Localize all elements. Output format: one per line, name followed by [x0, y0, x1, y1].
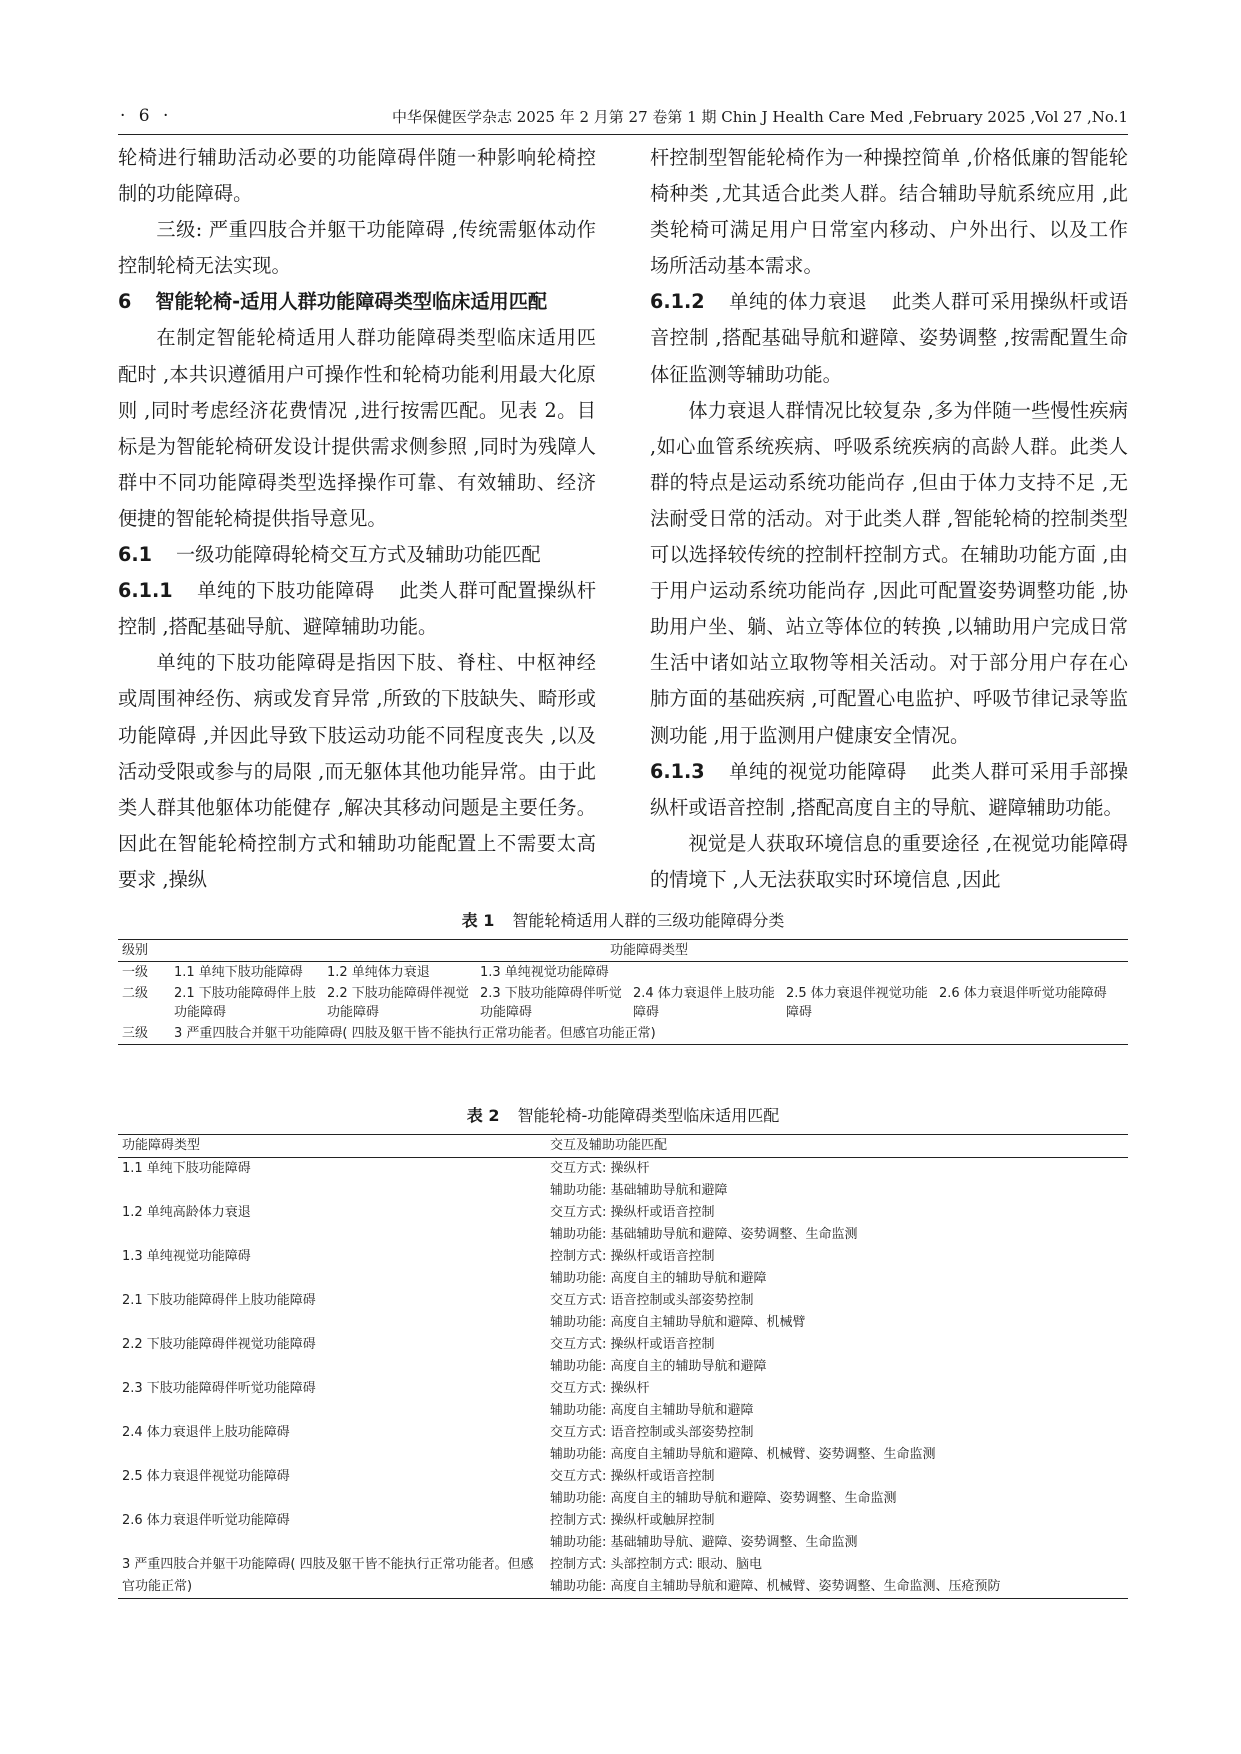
subsection-6-1-2	[650, 284, 1128, 392]
table-cell	[782, 962, 935, 984]
row-level: 三级	[122, 1026, 149, 1041]
table-cell: 1.2 单纯体力衰退	[327, 965, 430, 980]
table-title: 智能轮椅-功能障碍类型临床适用匹配	[517, 1106, 780, 1125]
subsection-6-1-1	[118, 573, 596, 645]
table-row	[118, 1510, 1128, 1554]
type-cell: 2.4 体力衰退伴上肢功能障碍	[122, 1425, 290, 1440]
table-cell: 1.3 单纯视觉功能障碍	[480, 965, 609, 980]
table1	[118, 939, 1128, 1045]
table-row	[118, 962, 1128, 984]
table-row	[118, 1290, 1128, 1334]
table-cell: 1.1 单纯下肢功能障碍	[174, 965, 303, 980]
section-title: 一级功能障碍轮椅交互方式及辅助功能匹配	[176, 543, 541, 567]
section-number: 6.1	[118, 543, 152, 567]
paragraph: 在制定智能轮椅适用人群功能障碍类型临床适用匹配时 ,本共识遵循用户可操作性和轮椅功能利用最大化原则 ,同时考虑经济花费情况 ,进行按需匹配。见表 2。目标是为智能轮椅研发设计提供需求侧参照 ,同时为残障人群中不同功能障碍类型选择操作可靠、有效辅助、经济便捷的智能轮椅提供指导意见。	[118, 326, 596, 530]
section-title: 单纯的下肢功能障碍	[196, 579, 375, 603]
match-line: 控制方式: 操纵杆或触屏控制	[550, 1513, 715, 1528]
table-cell	[935, 962, 1128, 984]
match-line: 交互方式: 操纵杆或语音控制	[550, 1337, 715, 1352]
match-cell	[546, 1246, 1128, 1290]
match-line: 控制方式: 头部控制方式: 眼动、脑电	[550, 1557, 763, 1572]
match-line: 辅助功能: 高度自主的辅助导航和避障	[550, 1359, 767, 1374]
column-header: 功能障碍类型	[609, 943, 688, 958]
table-header-row	[118, 1135, 1128, 1158]
section-number: 6.1.3	[650, 759, 705, 783]
paragraph: 杆控制型智能轮椅作为一种操控简单 ,价格低廉的智能轮椅种类 ,尤其适合此类人群。结合辅助导航系统应用 ,此类轮椅可满足用户日常室内移动、户外出行、以及工作场所活动基本需求。	[650, 146, 1128, 278]
table2	[118, 1134, 1128, 1599]
type-cell: 2.6 体力衰退伴听觉功能障碍	[122, 1513, 290, 1528]
table-row	[118, 1554, 1128, 1599]
type-cell: 1.1 单纯下肢功能障碍	[122, 1161, 251, 1176]
table-cell: 3 严重四肢合并躯干功能障碍( 四肢及躯干皆不能执行正常功能者。但感官功能正常)	[174, 1026, 656, 1041]
match-cell	[546, 1158, 1128, 1203]
match-line: 辅助功能: 高度自主的辅助导航和避障、姿势调整、生命监测	[550, 1491, 897, 1506]
match-line: 交互方式: 操纵杆或语音控制	[550, 1469, 715, 1484]
table1-caption	[118, 908, 1128, 931]
match-cell	[546, 1554, 1128, 1599]
left-column	[118, 140, 596, 898]
type-cell: 1.3 单纯视觉功能障碍	[122, 1249, 251, 1264]
match-cell	[546, 1290, 1128, 1334]
table-cell: 2.2 下肢功能障碍伴视觉功能障碍	[327, 986, 469, 1020]
page-number: · 6 ·	[120, 106, 173, 126]
section-heading-6-1	[118, 537, 596, 573]
table-row	[118, 1023, 1128, 1045]
table-title: 智能轮椅适用人群的三级功能障碍分类	[512, 911, 785, 930]
match-line: 交互方式: 语音控制或头部姿势控制	[550, 1293, 754, 1308]
section-title: 智能轮椅-适用人群功能障碍类型临床适用匹配	[155, 290, 548, 314]
match-line: 辅助功能: 高度自主辅助导航和避障、机械臂、姿势调整、生命监测	[550, 1447, 936, 1462]
section-heading-6	[118, 284, 596, 320]
table-row	[118, 1466, 1128, 1510]
section-title: 单纯的视觉功能障碍	[728, 759, 907, 783]
section-lead: 此类人群可采用操纵杆或语音控制 ,搭配基础导航和避障、姿势调整 ,按需配置生命体征监测等辅助功能。	[650, 290, 1129, 386]
paragraph: 轮椅进行辅助活动必要的功能障碍伴随一种影响轮椅控制的功能障碍。	[118, 146, 596, 206]
table-row	[118, 1422, 1128, 1466]
right-column	[650, 140, 1128, 898]
match-line: 辅助功能: 基础辅助导航、避障、姿势调整、生命监测	[550, 1535, 858, 1550]
type-cell: 2.2 下肢功能障碍伴视觉功能障碍	[122, 1337, 316, 1352]
table-row	[118, 1246, 1128, 1290]
type-cell: 2.1 下肢功能障碍伴上肢功能障碍	[122, 1293, 316, 1308]
type-cell: 3 严重四肢合并躯干功能障碍( 四肢及躯干皆不能执行正常功能者。但感官功能正常)	[122, 1557, 534, 1594]
table-cell: 2.5 体力衰退伴视觉功能障碍	[786, 986, 928, 1020]
table-row	[118, 1202, 1128, 1246]
section-title: 单纯的体力衰退	[728, 290, 868, 314]
match-cell	[546, 1466, 1128, 1510]
match-cell	[546, 1510, 1128, 1554]
match-line: 辅助功能: 高度自主辅助导航和避障、机械臂	[550, 1315, 806, 1330]
match-line: 辅助功能: 高度自主辅助导航和避障	[550, 1403, 754, 1418]
match-line: 交互方式: 语音控制或头部姿势控制	[550, 1425, 754, 1440]
type-cell: 2.5 体力衰退伴视觉功能障碍	[122, 1469, 290, 1484]
match-cell	[546, 1422, 1128, 1466]
section-number: 6.1.2	[650, 290, 705, 314]
row-level: 二级	[122, 986, 149, 1001]
type-cell: 2.3 下肢功能障碍伴听觉功能障碍	[122, 1381, 316, 1396]
table-cell: 2.3 下肢功能障碍伴听觉功能障碍	[480, 986, 622, 1020]
table-label: 表 1	[461, 911, 495, 930]
table-row	[118, 1378, 1128, 1422]
match-line: 辅助功能: 基础辅助导航和避障、姿势调整、生命监测	[550, 1227, 858, 1242]
match-line: 辅助功能: 高度自主的辅助导航和避障	[550, 1271, 767, 1286]
table-header-row	[118, 940, 1128, 962]
column-header: 交互及辅助功能匹配	[550, 1138, 668, 1153]
match-line: 辅助功能: 高度自主辅助导航和避障、机械臂、姿势调整、生命监测、压疮预防	[550, 1579, 1001, 1594]
table-cell	[629, 962, 782, 984]
section-number: 6	[118, 290, 132, 314]
table-cell: 2.6 体力衰退伴听觉功能障碍	[939, 986, 1107, 1001]
journal-citation: 中华保健医学杂志 2025 年 2 月第 27 卷第 1 期 Chin J Health Care Med ,February 2025 ,Vol 27 ,No.1	[391, 108, 1128, 126]
match-cell	[546, 1334, 1128, 1378]
section-number: 6.1.1	[118, 579, 173, 603]
paragraph: 视觉是人获取环境信息的重要途径 ,在视觉功能障碍的情境下 ,人无法获取实时环境信息 ,因此	[650, 831, 1128, 891]
type-cell: 1.2 单纯高龄体力衰退	[122, 1205, 251, 1220]
table-row	[118, 983, 1128, 1023]
column-header: 功能障碍类型	[122, 1138, 201, 1153]
match-line: 交互方式: 操纵杆	[550, 1161, 650, 1176]
column-header: 级别	[122, 943, 149, 958]
match-line: 辅助功能: 基础辅助导航和避障	[550, 1183, 728, 1198]
table-label: 表 2	[466, 1106, 500, 1125]
table-row	[118, 1334, 1128, 1378]
table-cell: 2.4 体力衰退伴上肢功能障碍	[633, 986, 775, 1020]
paragraph: 三级: 严重四肢合并躯干功能障碍 ,传统需躯体动作控制轮椅无法实现。	[118, 218, 596, 278]
table2-caption	[118, 1103, 1128, 1126]
match-line: 交互方式: 操纵杆	[550, 1381, 650, 1396]
match-line: 交互方式: 操纵杆或语音控制	[550, 1205, 715, 1220]
section-lead: 此类人群可配置操纵杆控制 ,搭配基础导航、避障辅助功能。	[118, 579, 597, 639]
table-cell: 2.1 下肢功能障碍伴上肢功能障碍	[174, 986, 316, 1020]
paragraph: 单纯的下肢功能障碍是指因下肢、脊柱、中枢神经或周围神经伤、病或发育异常 ,所致的下肢缺失、畸形或功能障碍 ,并因此导致下肢运动功能不同程度丧失 ,以及活动受限或参与的局限 ,而无躯体其他功能异常。由于此类人群其他躯体功能健存 ,解决其移动问题是主要任务。因此在智能轮椅控制方式和辅助功能配置上不需要太高要求 ,操纵	[118, 651, 596, 891]
table-row	[118, 1158, 1128, 1203]
running-header	[118, 100, 1128, 135]
section-lead: 此类人群可采用手部操纵杆或语音控制 ,搭配高度自主的导航、避障辅助功能。	[650, 759, 1129, 819]
match-line: 控制方式: 操纵杆或语音控制	[550, 1249, 715, 1264]
match-cell	[546, 1202, 1128, 1246]
paragraph: 体力衰退人群情况比较复杂 ,多为伴随一些慢性疾病 ,如心血管系统疾病、呼吸系统疾病的高龄人群。此类人群的特点是运动系统功能尚存 ,但由于体力支持不足 ,无法耐受日常的活动。对于此类人群 ,智能轮椅的控制类型可以选择较传统的控制杆控制方式。在辅助功能方面 ,由于用户运动系统功能尚存 ,因此可配置姿势调整功能 ,协助用户坐、躺、站立等体位的转换 ,以辅助用户完成日常生活中诸如站立取物等相关活动。对于部分用户存在心肺方面的基础疾病 ,可配置心电监护、呼吸节律记录等监测功能 ,用于监测用户健康安全情况。	[650, 398, 1128, 747]
row-level: 一级	[122, 965, 149, 980]
subsection-6-1-3	[650, 754, 1128, 826]
match-cell	[546, 1378, 1128, 1422]
